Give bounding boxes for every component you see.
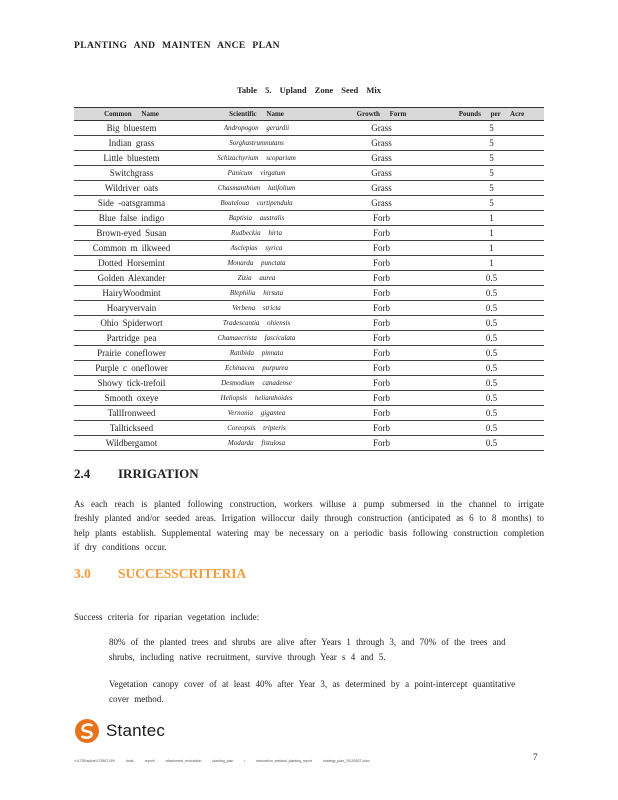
growth-form-cell: Forb	[324, 331, 439, 346]
common-name-cell: Golden Alexander	[74, 271, 189, 286]
col-pounds-per-acre: Pounds per Acre	[439, 108, 544, 121]
pounds-cell: 0.5	[439, 436, 544, 451]
pounds-cell: 5	[439, 166, 544, 181]
irrigation-heading	[74, 466, 199, 482]
common-name-cell: Prairie coneflower	[74, 346, 189, 361]
bullet-text: Vegetation canopy cover of at least 40% after Year 3, as determined by a point-intercept quantitative cover method.	[109, 679, 516, 704]
pounds-cell: 5	[439, 151, 544, 166]
growth-form-cell: Forb	[324, 346, 439, 361]
brand-name: Stantec	[106, 721, 166, 740]
growth-form-cell: Forb	[324, 256, 439, 271]
section-title: IRRIGATION	[118, 466, 199, 481]
common-name-cell: Big bluestem	[74, 121, 189, 136]
common-name-cell: Hoaryvervain	[74, 301, 189, 316]
pounds-cell: 1	[439, 226, 544, 241]
common-name-cell: Smooth oxeye	[74, 391, 189, 406]
table-row	[74, 331, 544, 346]
pounds-cell: 0.5	[439, 346, 544, 361]
common-name-cell: Blue false indigo	[74, 211, 189, 226]
col-scientific-name: Scientific Name	[189, 108, 324, 121]
growth-form-cell: Grass	[324, 151, 439, 166]
common-name-cell: Switchgrass	[74, 166, 189, 181]
table-row	[74, 391, 544, 406]
scientific-name-cell: Monarda punctata	[189, 256, 324, 271]
pounds-cell: 5	[439, 121, 544, 136]
scientific-name-cell: Verbena stricta	[189, 301, 324, 316]
table-row	[74, 121, 544, 136]
table-row	[74, 361, 544, 376]
pounds-cell: 0.5	[439, 391, 544, 406]
pounds-cell: 1	[439, 211, 544, 226]
growth-form-cell: Forb	[324, 376, 439, 391]
growth-form-cell: Grass	[324, 181, 439, 196]
table-row	[74, 421, 544, 436]
section-number: 2.4	[74, 466, 91, 481]
table-row	[74, 316, 544, 331]
common-name-cell: Ohio Spiderwort	[74, 316, 189, 331]
pounds-cell: 0.5	[439, 286, 544, 301]
growth-form-cell: Forb	[324, 316, 439, 331]
growth-form-cell: Grass	[324, 136, 439, 151]
pounds-cell: 0.5	[439, 406, 544, 421]
pounds-cell: 0.5	[439, 421, 544, 436]
table-row	[74, 151, 544, 166]
common-name-cell: Wildbergamot	[74, 436, 189, 451]
growth-form-cell: Forb	[324, 271, 439, 286]
footer-file-path: v:\1755\active\175567139\ dsta\ report\ attachment_restoration planting_plan \ restoration_wetland_planting_report strategy_plan_20150527.docx	[74, 759, 370, 763]
scientific-name-cell: Echinacea purpurea	[189, 361, 324, 376]
stantec-logo-icon	[74, 718, 100, 744]
pounds-cell: 0.5	[439, 361, 544, 376]
table-row	[74, 406, 544, 421]
scientific-name-cell: Bouteloua curtipendula	[189, 196, 324, 211]
common-name-cell: Brown-eyed Susan	[74, 226, 189, 241]
growth-form-cell: Forb	[324, 211, 439, 226]
table-row	[74, 211, 544, 226]
scientific-name-cell: Coreopsis tripteris	[189, 421, 324, 436]
bullet-text: 80% of the planted trees and shrubs are alive after Years 1 through 3, and 70% of the trees and shrubs, including native recruitment, survive through Year s 4 and 5.	[109, 637, 506, 662]
table-row	[74, 241, 544, 256]
growth-form-cell: Forb	[324, 391, 439, 406]
pounds-cell: 5	[439, 196, 544, 211]
table-row	[74, 136, 544, 151]
pounds-cell: 1	[439, 256, 544, 271]
table-row	[74, 226, 544, 241]
scientific-name-cell: Panicum virgatum	[189, 166, 324, 181]
common-name-cell: TallIronweed	[74, 406, 189, 421]
pounds-cell: 5	[439, 136, 544, 151]
irrigation-paragraph: As each reach is planted following construction, workers willuse a pump submersed in the channel to irrigate freshly planted and/or seeded areas. Irrigation willoccur daily through construction (anticipated as 6 to 8 months) to help plants establish. Supplemental watering may be necessary on a periodic basis following construction completion if dry conditions occur.	[74, 499, 544, 552]
growth-form-cell: Forb	[324, 436, 439, 451]
table-row	[74, 436, 544, 451]
common-name-cell: Partridge pea	[74, 331, 189, 346]
success-criteria-heading	[74, 566, 246, 582]
scientific-name-cell: Sorghastrumnutans	[189, 136, 324, 151]
table-caption: Table 5. Upland Zone Seed Mix	[237, 85, 381, 95]
scientific-name-cell: Tradescantia ohiensis	[189, 316, 324, 331]
pounds-cell: 0.5	[439, 316, 544, 331]
scientific-name-cell: Chasmanthium latifolium	[189, 181, 324, 196]
scientific-name-cell: Asclepias syrica	[189, 241, 324, 256]
pounds-cell: 1	[439, 241, 544, 256]
common-name-cell: Wildriver oats	[74, 181, 189, 196]
table-row	[74, 166, 544, 181]
scientific-name-cell: Ratibida pinnata	[189, 346, 324, 361]
success-intro: Success criteria for riparian vegetation include:	[74, 612, 260, 622]
table-row	[74, 181, 544, 196]
section-number: 3.0	[74, 566, 91, 581]
section-title: SUCCESSCRITERIA	[118, 566, 247, 581]
table-row	[74, 286, 544, 301]
table-row	[74, 271, 544, 286]
common-name-cell: Indian grass	[74, 136, 189, 151]
table-row	[74, 256, 544, 271]
table-row	[74, 346, 544, 361]
page-number: 7	[533, 752, 538, 762]
scientific-name-cell: Rudbeckia hirta	[189, 226, 324, 241]
pounds-cell: 0.5	[439, 301, 544, 316]
growth-form-cell: Forb	[324, 241, 439, 256]
pounds-cell: 0.5	[439, 376, 544, 391]
growth-form-cell: Grass	[324, 196, 439, 211]
growth-form-cell: Forb	[324, 361, 439, 376]
list-item	[90, 635, 520, 664]
common-name-cell: Side -oatsgramma	[74, 196, 189, 211]
growth-form-cell: Forb	[324, 286, 439, 301]
growth-form-cell: Forb	[324, 301, 439, 316]
col-growth-form: Growth Form	[324, 108, 439, 121]
list-item	[90, 677, 520, 706]
common-name-cell: HairyWoodmint	[74, 286, 189, 301]
common-name-cell: Talltickseed	[74, 421, 189, 436]
scientific-name-cell: Baptisia australis	[189, 211, 324, 226]
growth-form-cell: Forb	[324, 421, 439, 436]
common-name-cell: Dotted Horsemint	[74, 256, 189, 271]
scientific-name-cell: Modarda fistulosa	[189, 436, 324, 451]
common-name-cell: Purple c oneflower	[74, 361, 189, 376]
table-row	[74, 376, 544, 391]
scientific-name-cell: Chamaecrista fasciculata	[189, 331, 324, 346]
seed-mix-table	[74, 107, 544, 451]
table-header-row	[74, 108, 544, 121]
growth-form-cell: Grass	[324, 121, 439, 136]
table-row	[74, 196, 544, 211]
col-common-name: Common Name	[74, 108, 189, 121]
scientific-name-cell: Blephilia hirsuta	[189, 286, 324, 301]
common-name-cell: Showy tick-trefoil	[74, 376, 189, 391]
scientific-name-cell: Heliopsis helianthoides	[189, 391, 324, 406]
scientific-name-cell: Vernonia gigantea	[189, 406, 324, 421]
scientific-name-cell: Zizia aurea	[189, 271, 324, 286]
growth-form-cell: Grass	[324, 166, 439, 181]
stantec-logo	[74, 718, 165, 744]
growth-form-cell: Forb	[324, 406, 439, 421]
pounds-cell: 0.5	[439, 271, 544, 286]
scientific-name-cell: Desmodium canadense	[189, 376, 324, 391]
common-name-cell: Little bluestem	[74, 151, 189, 166]
pounds-cell: 0.5	[439, 331, 544, 346]
running-header: PLANTING AND MAINTEN ANCE PLAN	[74, 41, 280, 51]
pounds-cell: 5	[439, 181, 544, 196]
growth-form-cell: Forb	[324, 226, 439, 241]
common-name-cell: Common m ilkweed	[74, 241, 189, 256]
scientific-name-cell: Andropogon gerardii	[189, 121, 324, 136]
scientific-name-cell: Schizachyrium scoparium	[189, 151, 324, 166]
table-row	[74, 301, 544, 316]
